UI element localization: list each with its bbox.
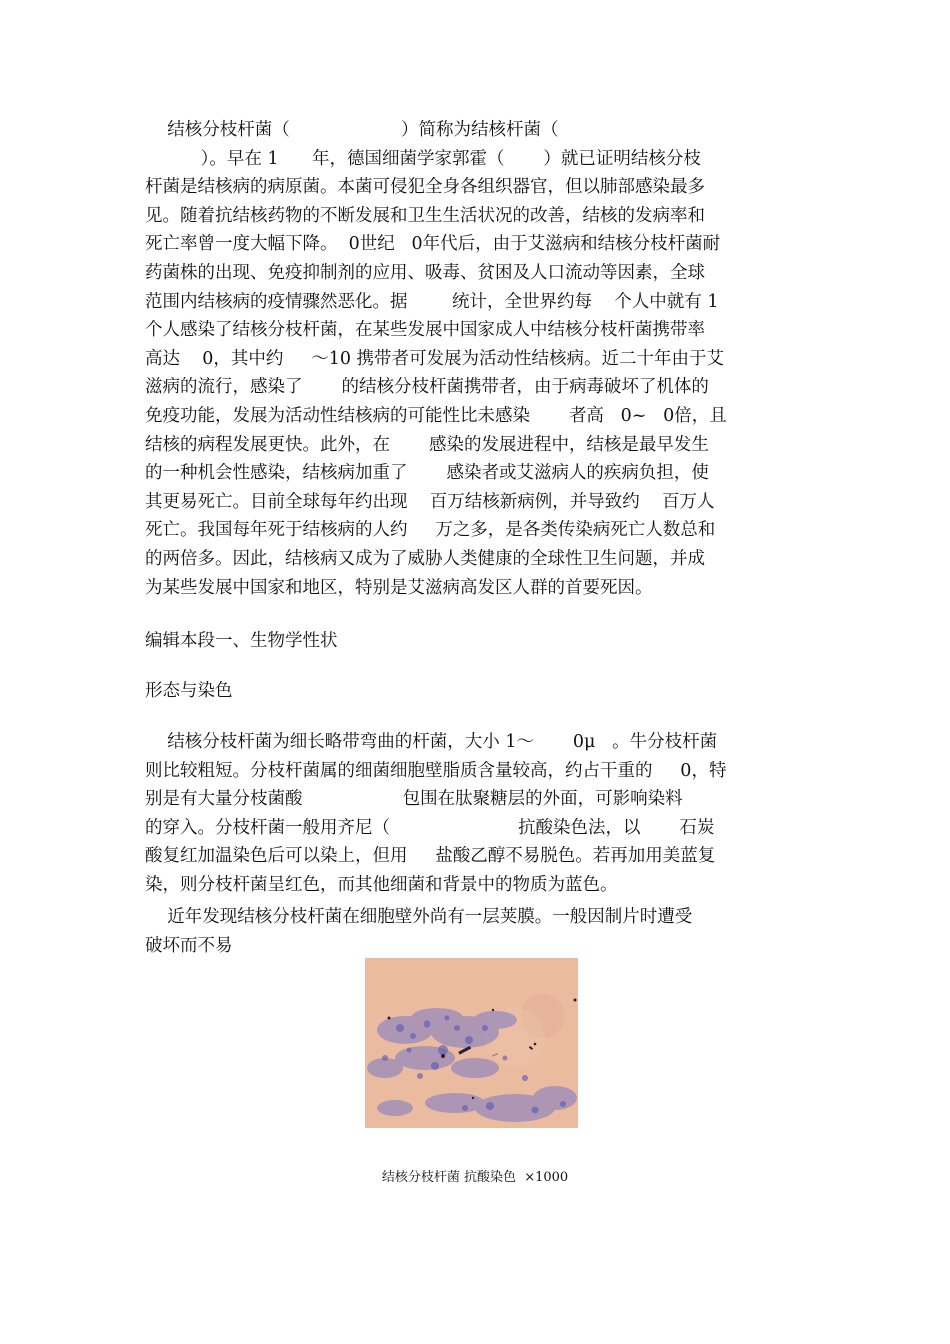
text-line: 破坏而不易 bbox=[145, 935, 233, 956]
text-line: 范围内结核病的疫情骤然恶化。据 统计，全世界约每 个人中就有 1 bbox=[145, 291, 719, 312]
text-line: 结核分枝杆菌（ ）简称为结核杆菌（ bbox=[145, 120, 559, 140]
text-line: 则比较粗短。分枝杆菌属的细菌细胞壁脂质含量较高，约占干重的 0，特 bbox=[145, 760, 727, 781]
text-line: 染，则分枝杆菌呈红色，而其他细菌和背景中的物质为蓝色。 bbox=[145, 874, 618, 895]
subheading: 形态与染色 bbox=[145, 681, 233, 701]
text-line: 个人感染了结核分枝杆菌，在某些发展中国家成人中结核分枝杆菌携带率 bbox=[145, 320, 705, 341]
text-line: 的穿入。分枝杆菌一般用齐尼（ 抗酸染色法，以 石炭 bbox=[145, 817, 715, 838]
text-line: 高达 0，其中约 ～10 携带者可发展为活动性结核病。近二十年由于艾 bbox=[145, 348, 725, 369]
text-line: 死亡。我国每年死于结核病的人约 万之多，是各类传染病死亡人数总和 bbox=[145, 520, 716, 541]
text-line: 其更易死亡。目前全球每年约出现 百万结核新病例，并导致约 百万人 bbox=[145, 491, 715, 512]
text-line: 滋病的流行，感染了 的结核分枝杆菌携带者，由于病毒破坏了机体的 bbox=[145, 377, 709, 398]
text-line: 别是有大量分枝菌酸 包围在肽聚糖层的外面，可影响染料 bbox=[145, 789, 683, 810]
text-line: 死亡率曾一度大幅下降。 0世纪 0年代后，由于艾滋病和结核分枝杆菌耐 bbox=[145, 234, 721, 255]
text-line: 的两倍多。因此，结核病又成为了威胁人类健康的全球性卫生问题，并成 bbox=[145, 548, 705, 569]
text-line: 杆菌是结核病的病原菌。本菌可侵犯全身各组织器官，但以肺部感染最多 bbox=[145, 177, 705, 198]
text-line: 的一种机会性感染，结核病加重了 感染者或艾滋病人的疾病负担，使 bbox=[145, 463, 709, 484]
text-line: ）。早在 1 年，德国细菌学家郭霍（ ）就已证明结核分枝 bbox=[145, 148, 701, 169]
text-line: 免疫功能，发展为活动性结核病的可能性比未感染 者高 0~ 0倍，且 bbox=[145, 405, 727, 426]
micrograph-image bbox=[365, 958, 578, 1128]
capsule-paragraph bbox=[145, 903, 807, 960]
intro-paragraph bbox=[145, 116, 807, 602]
text-line: 酸复红加温染色后可以染上，但用 盐酸乙醇不易脱色。若再加用美蓝复 bbox=[145, 846, 716, 867]
acid-fast-stain-micrograph bbox=[365, 958, 578, 1128]
text-line: 见。随着抗结核药物的不断发展和卫生生活状况的改善，结核的发病率和 bbox=[145, 205, 705, 226]
morphology-paragraph bbox=[145, 728, 807, 900]
text-line: 为某些发展中国家和地区，特别是艾滋病高发区人群的首要死因。 bbox=[145, 577, 653, 598]
section-heading: 编辑本段一、生物学性状 bbox=[145, 631, 338, 651]
text-line: 近年发现结核分枝杆菌在细胞壁外尚有一层荚膜。一般因制片时遭受 bbox=[145, 907, 693, 927]
text-line: 结核的病程发展更快。此外，在 感染的发展进程中，结核是最早发生 bbox=[145, 434, 709, 455]
figure-caption: 结核分枝杆菌 抗酸染色 ×1000 bbox=[381, 1170, 569, 1185]
text-line: 结核分枝杆菌为细长略带弯曲的杆菌，大小 1～ 0μ 。牛分枝杆菌 bbox=[145, 732, 718, 752]
text-line: 药菌株的出现、免疫抑制剂的应用、吸毒、贫困及人口流动等因素，全球 bbox=[145, 262, 705, 283]
